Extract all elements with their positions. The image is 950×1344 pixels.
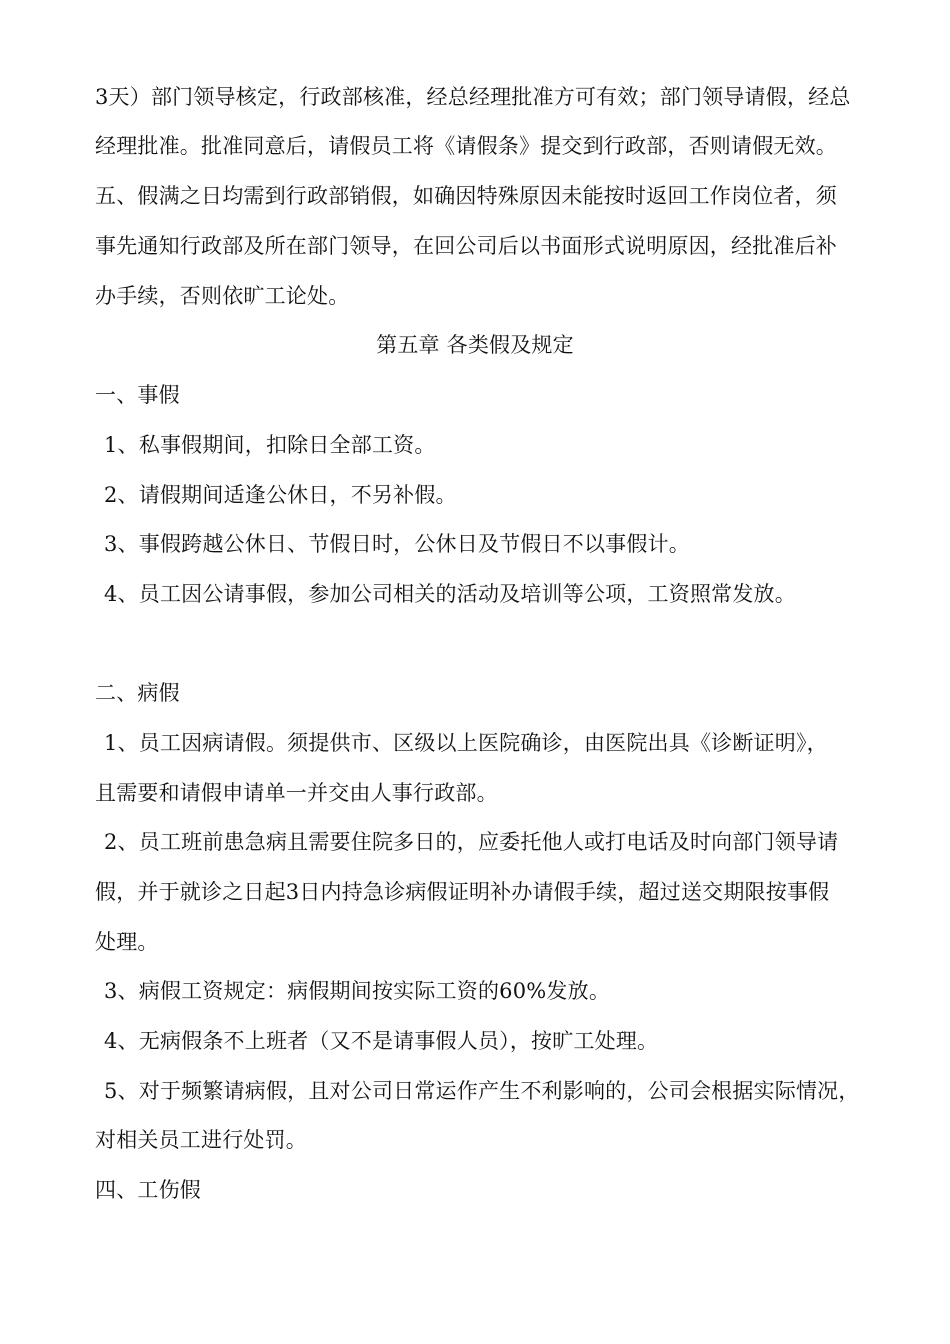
list-item: 2、员工班前患急病且需要住院多日的，应委托他人或打电话及时向部门领导请	[104, 830, 839, 854]
body-line: 3天）部门领导核定，行政部核准，经总经理批准方可有效；部门领导请假，经总	[95, 85, 851, 109]
list-item-continuation: 处理。	[95, 930, 159, 954]
list-item: 4、员工因公请事假，参加公司相关的活动及培训等公项，工资照常发放。	[104, 582, 796, 606]
section-heading-sick-leave: 二、病假	[95, 681, 180, 705]
list-item: 2、请假期间适逢公休日，不另补假。	[104, 483, 457, 507]
list-item: 1、私事假期间，扣除日全部工资。	[104, 433, 436, 457]
list-item: 3、病假工资规定：病假期间按实际工资的60%发放。	[104, 979, 611, 1003]
body-line: 办手续，否则依旷工论处。	[95, 284, 350, 308]
list-item: 1、员工因病请假。须提供市、区级以上医院确诊，由医院出具《诊断证明》，	[104, 731, 828, 755]
list-item-continuation: 对相关员工进行处罚。	[95, 1128, 307, 1152]
list-item: 4、无病假条不上班者（又不是请事假人员），按旷工处理。	[104, 1029, 659, 1053]
section-heading-work-injury-leave: 四、工伤假	[95, 1178, 201, 1202]
body-line: 经理批准。批准同意后，请假员工将《请假条》提交到行政部，否则请假无效。	[95, 134, 837, 158]
chapter-title: 第五章 各类假及规定	[376, 333, 574, 357]
body-line: 五、假满之日均需到行政部销假，如确因特殊原因未能按时返回工作岗位者，须	[95, 184, 837, 208]
list-item: 3、事假跨越公休日、节假日时，公休日及节假日不以事假计。	[104, 532, 690, 556]
body-line: 事先通知行政部及所在部门领导，在回公司后以书面形式说明原因，经批准后补	[95, 234, 837, 258]
list-item: 5、对于频繁请病假，且对公司日常运作产生不利影响的，公司会根据实际情况，	[104, 1079, 860, 1103]
list-item-continuation: 假，并于就诊之日起3日内持急诊病假证明补办请假手续，超过送交期限按事假	[95, 880, 830, 904]
section-heading-personal-leave: 一、事假	[95, 383, 180, 407]
list-item-continuation: 且需要和请假申请单一并交由人事行政部。	[95, 781, 498, 805]
